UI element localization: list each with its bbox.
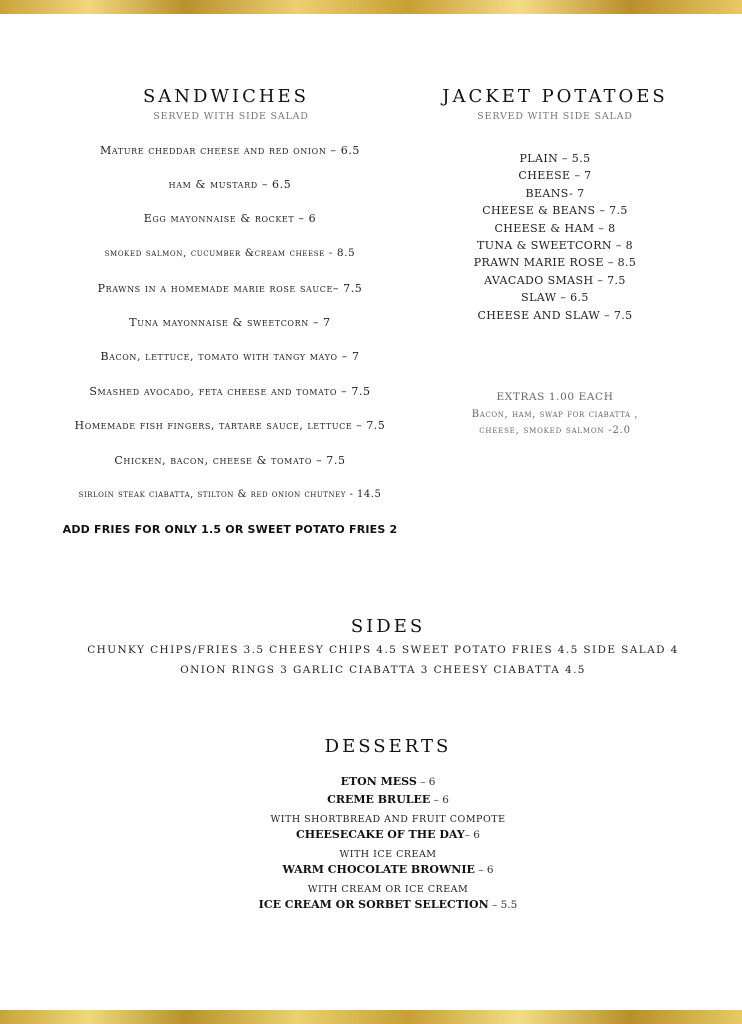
dessert-price: – 6	[474, 864, 494, 876]
jacket-potatoes-list	[430, 150, 680, 324]
desserts-title: DESSERTS	[324, 736, 452, 757]
sides-row: ONION RINGS 3 GARLIC CIABATTA 3 CHEESY CIABATTA 4.5	[180, 664, 586, 676]
jacket-item: CHEESE AND SLAW – 7.5	[477, 308, 633, 322]
jacket-item: PRAWN MARIE ROSE – 8.5	[473, 256, 637, 270]
dessert-note-text: WITH SHORTBREAD AND FRUIT COMPOTE	[270, 814, 506, 825]
jacket-item: CHEESE – 7	[518, 169, 592, 183]
dessert-price: – 5.5	[488, 899, 518, 911]
jacket-item: AVACADO SMASH – 7.5	[484, 273, 626, 287]
dessert-price: – 6	[464, 829, 480, 841]
jacket-potatoes-title: JACKET POTATOES	[442, 86, 668, 107]
dessert-item	[0, 858, 742, 877]
sandwich-item: Chicken, bacon, cheese & tomato – 7.5	[114, 454, 346, 467]
sandwiches-title: SANDWICHES	[142, 86, 310, 107]
sandwich-item: Mature cheddar cheese and red onion – 6.5	[99, 144, 361, 157]
sandwich-item: Prawns in a homemade marie rose sauce– 7.5	[97, 282, 363, 295]
dessert-name: WARM CHOCOLATE BROWNIE	[282, 863, 475, 876]
sides-row: CHUNKY CHIPS/FRIES 3.5 CHEESY CHIPS 4.5 SWEET POTATO FRIES 4.5 SIDE SALAD 4	[87, 644, 679, 656]
dessert-item	[0, 770, 742, 789]
sandwich-item: Homemade fish fingers, tartare sauce, lettuce – 7.5	[74, 419, 386, 432]
extras-title: EXTRAS 1.00 EACH	[496, 391, 614, 403]
dessert-name: CHEESECAKE OF THE DAY	[296, 828, 465, 841]
jacket-item: CHEESE & HAM – 8	[494, 221, 616, 235]
gold-border-bottom	[0, 1010, 742, 1024]
sandwich-item: ham & mustard – 6.5	[168, 178, 292, 191]
jacket-item: CHEESE & BEANS – 7.5	[482, 204, 628, 218]
extras-line: Bacon, ham, swap for ciabatta ,	[471, 409, 639, 420]
dessert-item	[0, 893, 742, 912]
dessert-item	[0, 823, 742, 842]
extras-line: cheese, smoked salmon -2.0	[479, 425, 631, 436]
dessert-name: CREME BRULEE	[327, 793, 431, 806]
sandwich-item: sirloin steak ciabatta, stilton & red onion chutney - 14.5	[78, 489, 382, 500]
fries-note: ADD FRIES FOR ONLY 1.5 OR SWEET POTATO FRIES 2	[62, 523, 398, 536]
dessert-note-text: WITH CREAM OR ICE CREAM	[307, 884, 469, 895]
dessert-name: ICE CREAM OR SORBET SELECTION	[258, 898, 489, 911]
sandwiches-subtitle: SERVED WITH SIDE SALAD	[153, 111, 309, 122]
dessert-note-text: WITH ICE CREAM	[339, 849, 437, 860]
dessert-item	[0, 788, 742, 807]
jacket-item: BEANS- 7	[525, 186, 585, 200]
sandwich-item: Bacon, lettuce, tomato with tangy mayo – 7	[100, 350, 360, 363]
gold-border-top	[0, 0, 742, 14]
sides-title: SIDES	[350, 616, 426, 637]
sandwich-item: Egg mayonnaise & rocket – 6	[143, 212, 317, 225]
sandwich-item: smoked salmon, cucumber &cream cheese - 8.5	[104, 247, 356, 259]
sandwich-item: Tuna mayonnaise & sweetcorn – 7	[129, 316, 331, 329]
sandwich-item: Smashed avocado, feta cheese and tomato – 7.5	[89, 385, 371, 398]
jacket-item: TUNA & SWEETCORN – 8	[476, 238, 634, 252]
jacket-potatoes-subtitle: SERVED WITH SIDE SALAD	[477, 111, 633, 122]
dessert-price: – 6	[430, 794, 449, 806]
jacket-item: PLAIN – 5.5	[519, 152, 591, 165]
dessert-price: – 6	[416, 776, 436, 788]
dessert-name: ETON MESS	[340, 775, 417, 788]
jacket-item: SLAW – 6.5	[521, 291, 589, 305]
